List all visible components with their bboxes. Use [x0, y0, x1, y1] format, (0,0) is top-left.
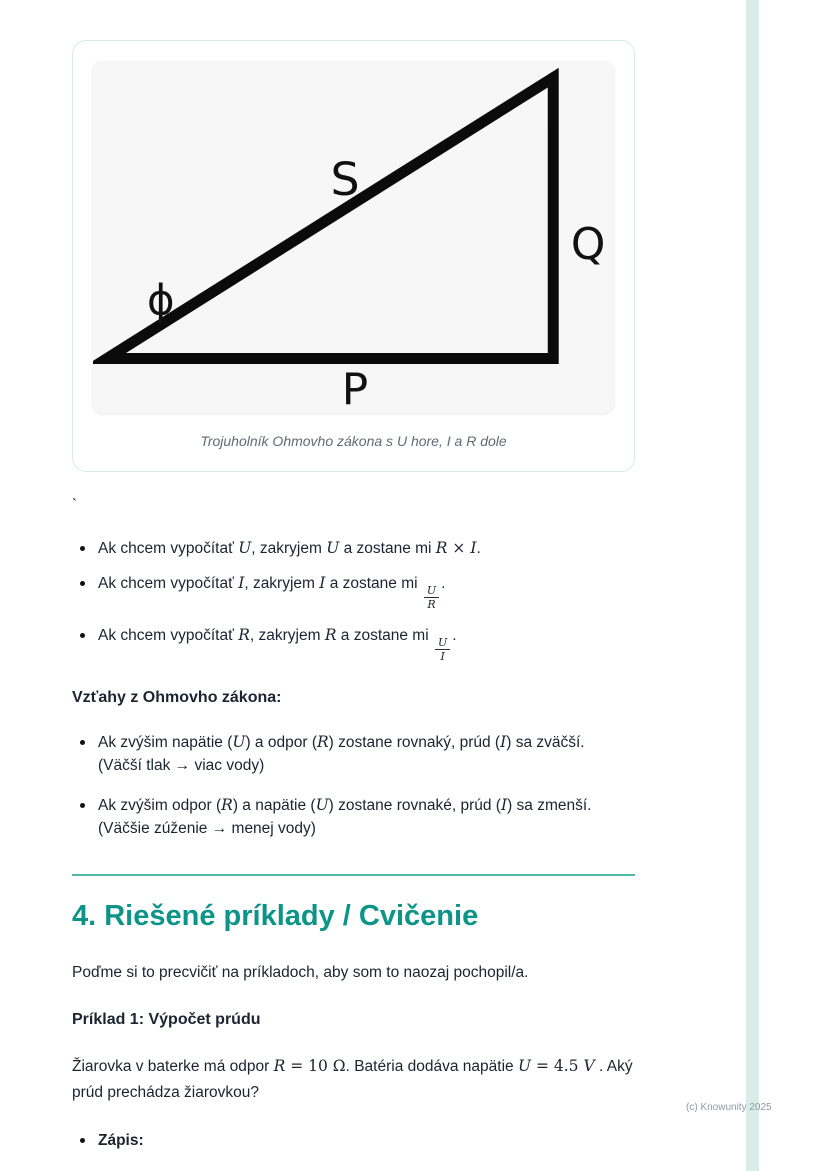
- text-segment: a zostane mi: [339, 540, 436, 557]
- document-content: [72, 40, 635, 1164]
- section-intro: Poďme si to precvičiť na príkladoch, aby som to naozaj pochopil/a.: [72, 964, 529, 981]
- text-segment: ) zostane rovnaký, prúd (: [328, 734, 501, 751]
- triangle-label-p: P: [341, 364, 369, 413]
- text-segment: Ak chcem vypočítať: [98, 540, 239, 557]
- fraction-numerator: U: [435, 636, 450, 650]
- fraction-denominator: R: [427, 598, 436, 612]
- text-segment: ) a napätie (: [232, 796, 316, 814]
- math-fraction: [424, 584, 439, 611]
- section-divider: [72, 874, 635, 876]
- text-segment: ) zostane rovnaké, prúd (: [328, 796, 501, 814]
- triangle-label-q: Q: [570, 218, 606, 270]
- text-segment: Ak zvýšim napätie (: [98, 734, 233, 751]
- text-segment: Ak zvýšim odpor (: [98, 796, 222, 814]
- text-segment: , zakryjem: [249, 626, 325, 644]
- zapis-label: Zápis:: [98, 1131, 144, 1149]
- triangle-label-s: S: [330, 152, 360, 207]
- math-variable: R: [273, 1057, 286, 1076]
- math-variable: I: [238, 574, 245, 593]
- text-segment: , zakryjem: [251, 540, 327, 557]
- math-variable: U: [315, 795, 329, 814]
- text-segment: Žiarovka v baterke má odpor: [72, 1058, 274, 1076]
- text-segment: ) a odpor (: [245, 734, 317, 751]
- math-variable: U: [238, 539, 252, 557]
- cover-rules-list: [72, 537, 635, 663]
- fraction-denominator: I: [440, 649, 445, 663]
- ohm-triangle-figure: [93, 61, 614, 413]
- math-variable: I: [319, 574, 326, 593]
- zapis-list: [72, 1129, 635, 1152]
- math-variable: V: [583, 1057, 595, 1076]
- list-item: [72, 537, 635, 560]
- math-variable: U: [232, 733, 246, 751]
- text-segment: . Aký prúd prechádza žiarovkou?: [72, 1058, 633, 1102]
- math-variable: U: [517, 1057, 532, 1076]
- math-value: = 4.5: [531, 1057, 584, 1076]
- text-segment: Ak chcem vypočítať: [98, 575, 239, 593]
- problem-statement: [72, 1053, 635, 1107]
- watermark: (c) Knowunity 2025: [686, 1102, 772, 1113]
- text-segment: ) sa zmenší.: [507, 796, 592, 814]
- list-item: [72, 794, 635, 841]
- text-segment: .: [441, 575, 446, 593]
- ohm-triangle-panel: [93, 61, 614, 413]
- list-item: [72, 624, 635, 663]
- note-line: (Väčší tlak → viac vody): [98, 757, 265, 775]
- text-segment: , zakryjem: [244, 575, 320, 593]
- stray-backtick: `: [72, 496, 77, 513]
- text-segment: Ak chcem vypočítať: [98, 626, 239, 644]
- text-segment: a zostane mi: [325, 575, 422, 593]
- text-segment: ) sa zväčší.: [506, 734, 585, 751]
- text-segment: . Batéria dodáva napätie: [345, 1058, 518, 1076]
- fraction-numerator: U: [424, 584, 439, 598]
- ohm-triangle-card: [72, 40, 635, 472]
- scrollbar-track[interactable]: [746, 0, 759, 1171]
- math-variable: R: [221, 795, 233, 814]
- section-heading: 4. Riešené príklady / Cvičenie: [72, 900, 479, 932]
- relations-list: [72, 731, 635, 840]
- list-item: [72, 572, 635, 611]
- math-variable: R: [316, 733, 329, 751]
- math-variable: R: [435, 539, 448, 557]
- math-operator: ×: [447, 539, 471, 557]
- math-variable: I: [500, 733, 507, 751]
- text-segment: .: [476, 540, 481, 557]
- math-variable: U: [326, 539, 340, 557]
- text-segment: .: [452, 626, 457, 644]
- math-variable: R: [324, 625, 337, 644]
- list-item: [72, 1129, 635, 1152]
- math-variable: R: [238, 625, 250, 644]
- relations-heading: Vzťahy z Ohmovho zákona:: [72, 689, 282, 706]
- math-variable: I: [500, 795, 508, 814]
- math-fraction: [435, 636, 450, 663]
- figure-caption: Trojuholník Ohmovho zákona s U hore, I a R dole: [200, 433, 507, 449]
- math-value: = 10 Ω: [285, 1057, 346, 1076]
- list-item: [72, 731, 635, 778]
- triangle-label-phi: ϕ: [146, 275, 175, 325]
- example-title: Príklad 1: Výpočet prúdu: [72, 1011, 261, 1029]
- note-line: (Väčšie zúženie → menej vody): [98, 819, 316, 837]
- text-segment: a zostane mi: [336, 626, 433, 644]
- math-variable: I: [470, 539, 477, 557]
